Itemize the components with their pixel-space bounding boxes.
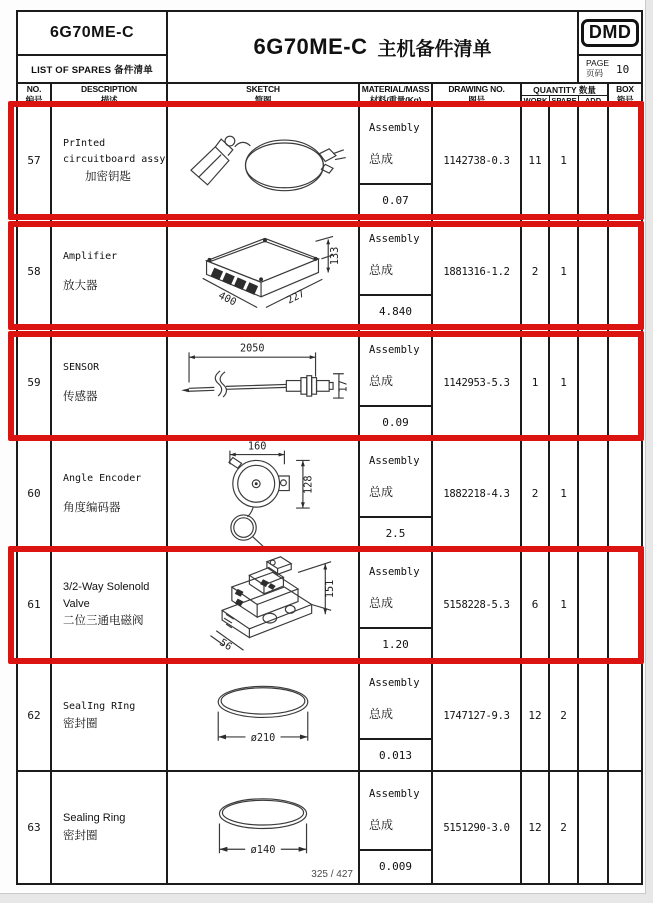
row-material bbox=[360, 661, 433, 770]
svg-text:ø210: ø210 bbox=[250, 732, 276, 744]
dmd-logo: DMD bbox=[581, 19, 640, 47]
row-description bbox=[52, 550, 168, 659]
drawing-no: 1747127-9.3 bbox=[433, 661, 522, 770]
qty-add bbox=[579, 217, 609, 326]
col-work: WORK bbox=[522, 96, 550, 105]
material-cn: 总成 bbox=[369, 485, 394, 499]
material-cn: 总成 bbox=[369, 818, 394, 832]
description-en2: Valve bbox=[63, 598, 90, 611]
row-sketch bbox=[168, 328, 360, 437]
col-box: BOX 箱号 bbox=[616, 84, 634, 105]
description-cn: 密封圈 bbox=[63, 829, 98, 842]
svg-text:56: 56 bbox=[217, 637, 234, 654]
row-description bbox=[52, 439, 168, 548]
svg-text:160: 160 bbox=[247, 441, 267, 453]
row-no: 61 bbox=[18, 550, 52, 659]
box-no bbox=[609, 217, 641, 326]
svg-text:ø140: ø140 bbox=[250, 844, 276, 857]
qty-add bbox=[579, 328, 609, 437]
description-cn: 加密钥匙 bbox=[85, 169, 131, 184]
box-no bbox=[609, 439, 641, 548]
qty-work: 12 bbox=[522, 661, 550, 770]
table-row-60 bbox=[18, 439, 641, 550]
col-drawing-no: DRAWING NO. 图号 bbox=[433, 84, 522, 105]
drawing-no: 1142953-5.3 bbox=[433, 328, 522, 437]
row-no: 59 bbox=[18, 328, 52, 437]
table-row-61 bbox=[18, 550, 641, 661]
svg-text:2050: 2050 bbox=[240, 343, 265, 355]
spares-table bbox=[16, 10, 643, 885]
drawing-no: 5151290-3.0 bbox=[433, 772, 522, 883]
material-cn: 总成 bbox=[369, 263, 394, 277]
row-material bbox=[360, 106, 433, 215]
quantity-label: QUANTITY 数量 bbox=[533, 84, 596, 95]
qty-spare: 1 bbox=[550, 106, 579, 215]
description-cn: 传感器 bbox=[63, 389, 98, 404]
drawing-no: 1882218-4.3 bbox=[433, 439, 522, 548]
qty-spare: 1 bbox=[550, 550, 579, 659]
qty-work: 6 bbox=[522, 550, 550, 659]
description-cn: 放大器 bbox=[63, 278, 98, 293]
col-sketch: SKETCH 简图 bbox=[168, 84, 360, 105]
description-cn: 角度编码器 bbox=[63, 500, 121, 515]
material-en: Assembly bbox=[369, 677, 420, 689]
box-no bbox=[609, 772, 641, 883]
list-of-spares-label: LIST OF SPARES 备件清单 bbox=[31, 65, 153, 76]
title-chinese: 主机备件清单 bbox=[377, 38, 492, 60]
description-en: PrInted bbox=[63, 138, 106, 150]
svg-text:133: 133 bbox=[329, 246, 341, 266]
qty-spare: 1 bbox=[550, 439, 579, 548]
col-material: MATERIAL/MASS 材料/重量(Kg) bbox=[360, 84, 433, 105]
qty-add bbox=[579, 439, 609, 548]
qty-work: 12 bbox=[522, 772, 550, 883]
material-cn: 总成 bbox=[369, 707, 394, 721]
row-no: 62 bbox=[18, 661, 52, 770]
box-no bbox=[609, 661, 641, 770]
qty-spare: 2 bbox=[550, 661, 579, 770]
qty-work: 11 bbox=[522, 106, 550, 215]
material-en: Assembly bbox=[369, 344, 420, 356]
material-cn: 总成 bbox=[369, 596, 394, 610]
mass-value: 0.013 bbox=[378, 748, 413, 762]
table-row-58 bbox=[18, 217, 641, 328]
description-cn: 二位三通电磁阀 bbox=[63, 615, 144, 628]
row-description bbox=[52, 328, 168, 437]
material-cn: 总成 bbox=[369, 374, 394, 388]
row-no: 60 bbox=[18, 439, 52, 548]
table-row-59 bbox=[18, 328, 641, 439]
header-right-cell bbox=[579, 12, 641, 82]
engine-model: 6G70ME-C bbox=[18, 12, 166, 56]
description-en: SENSOR bbox=[63, 362, 100, 374]
col-description: DESCRIPTION 描述 bbox=[52, 84, 168, 105]
col-quantity-group bbox=[522, 84, 609, 105]
qty-work: 2 bbox=[522, 439, 550, 548]
qty-work: 1 bbox=[522, 328, 550, 437]
mass-value: 1.20 bbox=[382, 637, 409, 651]
material-en: Assembly bbox=[369, 233, 420, 245]
row-material bbox=[360, 439, 433, 548]
drawing-no: 1142738-0.3 bbox=[433, 106, 522, 215]
amplifier-box-drawing bbox=[168, 217, 358, 326]
table-row-63 bbox=[18, 772, 641, 883]
sealing-ring-drawing bbox=[168, 661, 358, 770]
svg-text:17: 17 bbox=[338, 380, 350, 393]
row-material bbox=[360, 772, 433, 883]
description-en: Angle Encoder bbox=[63, 473, 142, 485]
material-en: Assembly bbox=[369, 788, 420, 800]
table-row-62 bbox=[18, 661, 641, 772]
header-title-cell bbox=[168, 12, 579, 82]
sealing-ring-drawing bbox=[168, 772, 358, 883]
row-sketch bbox=[168, 772, 360, 883]
mass-value: 0.009 bbox=[378, 859, 413, 873]
page-label-en: PAGE bbox=[586, 58, 609, 69]
table-header bbox=[18, 12, 641, 84]
qty-add bbox=[579, 550, 609, 659]
svg-text:151: 151 bbox=[325, 579, 337, 599]
angle-encoder-drawing bbox=[168, 439, 358, 548]
row-sketch bbox=[168, 550, 360, 659]
svg-text:128: 128 bbox=[303, 475, 315, 494]
sheet-counter: 325 / 427 bbox=[311, 869, 353, 880]
table-row-57 bbox=[18, 106, 641, 217]
row-sketch bbox=[168, 439, 360, 548]
row-sketch bbox=[168, 106, 360, 215]
col-no: NO. 编号 bbox=[18, 84, 52, 105]
header-left-cell bbox=[18, 12, 168, 82]
page-label-cn: 页码 bbox=[586, 68, 604, 78]
description-en: Amplifier bbox=[63, 251, 118, 263]
box-no bbox=[609, 328, 641, 437]
column-header-row bbox=[18, 84, 641, 106]
row-description bbox=[52, 772, 168, 883]
row-sketch bbox=[168, 661, 360, 770]
title-model: 6G70ME-C bbox=[253, 34, 368, 59]
col-add: ADD bbox=[584, 96, 602, 105]
row-sketch bbox=[168, 217, 360, 326]
description-en: Sealing Ring bbox=[63, 812, 126, 825]
qty-add bbox=[579, 661, 609, 770]
description-cn: 密封圈 bbox=[63, 716, 98, 731]
row-no: 63 bbox=[18, 772, 52, 883]
material-en: Assembly bbox=[369, 455, 420, 467]
box-no bbox=[609, 106, 641, 215]
sensor-cable-drawing bbox=[168, 328, 358, 437]
col-spare: SPARE bbox=[550, 96, 579, 105]
svg-text:227: 227 bbox=[285, 288, 307, 307]
material-en: Assembly bbox=[369, 566, 420, 578]
mass-value: 0.09 bbox=[382, 415, 409, 429]
page-indicator bbox=[579, 56, 641, 82]
description-en: SealIng RIng bbox=[63, 701, 136, 713]
description-en2: circuitboard assy bbox=[63, 154, 166, 166]
row-material bbox=[360, 550, 433, 659]
qty-add bbox=[579, 772, 609, 883]
svg-text:400: 400 bbox=[216, 290, 238, 309]
row-material bbox=[360, 217, 433, 326]
row-no: 58 bbox=[18, 217, 52, 326]
material-en: Assembly bbox=[369, 122, 420, 134]
row-description bbox=[52, 217, 168, 326]
drawing-no: 5158228-5.3 bbox=[433, 550, 522, 659]
box-no bbox=[609, 550, 641, 659]
mass-value: 2.5 bbox=[385, 526, 406, 540]
material-cn: 总成 bbox=[369, 152, 394, 166]
row-material bbox=[360, 328, 433, 437]
qty-work: 2 bbox=[522, 217, 550, 326]
solenoid-valve-drawing bbox=[168, 550, 358, 659]
page-number: 10 bbox=[616, 62, 630, 76]
row-no: 57 bbox=[18, 106, 52, 215]
mass-value: 4.840 bbox=[378, 304, 413, 318]
mass-value: 0.07 bbox=[382, 193, 409, 207]
qty-spare: 2 bbox=[550, 772, 579, 883]
qty-add bbox=[579, 106, 609, 215]
drawing-no: 1881316-1.2 bbox=[433, 217, 522, 326]
qty-spare: 1 bbox=[550, 328, 579, 437]
encryption-key-dongle-drawing bbox=[168, 106, 358, 215]
row-description bbox=[52, 106, 168, 215]
row-description bbox=[52, 661, 168, 770]
qty-spare: 1 bbox=[550, 217, 579, 326]
description-en: 3/2-Way Solenold bbox=[63, 580, 150, 593]
